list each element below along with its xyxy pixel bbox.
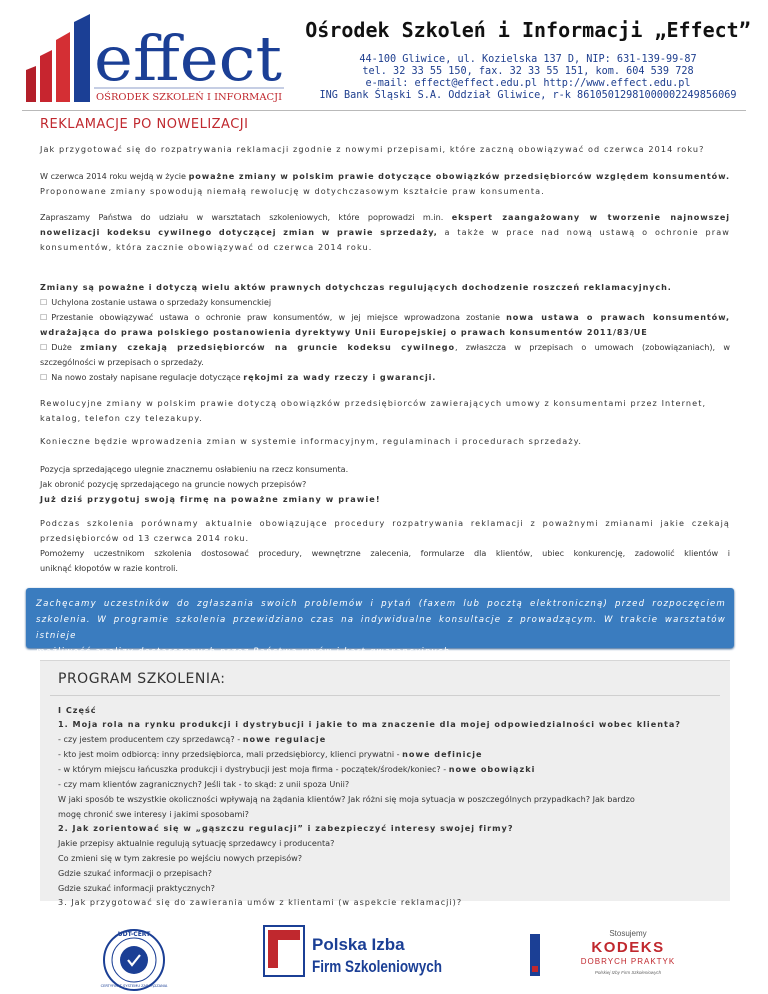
program-q1-note-1: W jaki sposób te wszystkie okoliczności wpływają na żądania klientów? Jak różni się moja sytuacja w poszczególnych przypadkach? Jak bardzo — [58, 794, 635, 804]
program-q1-item-3: - w którym miejscu łańcuszka produkcji i dystrybucji jest moja firma - początek/środek/koniec? - nowe obowiązki — [58, 764, 536, 774]
paragraph-invitation — [40, 210, 730, 255]
changes-list — [40, 295, 730, 385]
para2-line-3: konsumentów, która zacznie obowiązywać od czerwca 2014 roku. — [40, 242, 373, 252]
program-q3: 3. Jak przygotować się do zawierania umów z klientami (w aspekcie reklamacji)? — [58, 897, 463, 907]
changes-bullet-4: ☐ Na nowo zostały napisane regulacje dotyczące rękojmi za wady rzeczy i gwarancji. — [40, 372, 437, 382]
logo-bar-4 — [74, 14, 90, 102]
header-divider — [22, 110, 746, 111]
paragraph-compare: Podczas szkolenia porównamy aktualnie obowiązujące procedury rozpatrywania reklamacji z poważnymi zmianami jakie czekają przedsiębiorców od 13 czerwca 2014 roku. Pomożemy uczestnikom szkolenia dostosować procedury, wewnętrzne zalecenia, formularze dla klientów, ubiec konkurencję, zadowolić klientów i uniknąć kłopotów w razie kontroli. — [40, 518, 730, 573]
pifs-line-1: Polska Izba — [312, 935, 405, 954]
footer-logos — [0, 920, 768, 994]
header-bank: ING Bank Śląski S.A. Oddział Gliwice, r-k 86105012981000002249856069 — [319, 90, 737, 101]
changes-heading: Zmiany są poważne i dotyczą wielu aktów prawnych dotychczas regulujących dochodzenie roszczeń reklamacyjnych. — [40, 282, 672, 292]
changes-bullet-3: ☐ Duże zmiany czekają przedsiębiorców na gruncie kodeksu cywilnego, zwłaszcza w przepisach o umowach (zobowiązaniach), w — [40, 342, 730, 352]
logo-bar-3 — [56, 32, 70, 102]
effect-logo — [22, 12, 290, 104]
program-q1-item-2: - kto jest moim odbiorcą: inny przedsiębiorca, mali przedsiębiorcy, klienci prywatni - nowe definicje — [58, 749, 483, 759]
paragraph-revolution: Rewolucyjne zmiany w polskim prawie dotyczą obowiązków przedsiębiorców zawierających umowy z konsumentami przez Internet, katalog, telefon czy telezakupy. — [40, 398, 707, 423]
changes-bullet-1: ☐ Uchylona zostanie ustawa o sprzedaży konsumenckiej — [40, 297, 272, 307]
kodeks-sub: DOBRYCH PRAKTYK — [580, 957, 676, 966]
callout-text: Zachęcamy uczestników do zgłaszania swoich problemów i pytań (faxem lub pocztą elektroniczną) przed rozpoczęciem szkolenia. W programie szkolenia przewidziano czas na indywidualne konsultacje z prowadzącym. W trakcie warsztatów istnieje możliwość analizy dostarczonych przez Państwa umów i kart gwarancyjnych. — [36, 599, 726, 657]
kodeks-main: KODEKS — [591, 939, 665, 956]
para1-bold: poważne zmiany w polskim prawie dotyczące obowiązków przedsiębiorców względem konsumentów. — [188, 171, 730, 181]
para1-text-2: Proponowane zmiany spowodują niemałą rewolucję w dotychczasowym kształcie praw konsumenta. — [40, 186, 545, 196]
paragraph-changes-intro — [40, 169, 730, 199]
changes-bullet-2: ☐ Przestanie obowiązywać ustawa o ochronie praw konsumentów, w jej miejsce wprowadzona zostanie nowa ustawa o prawach konsumentów, — [40, 312, 730, 322]
paragraph-position: Pozycja sprzedającego ulegnie znacznemu osłabieniu na rzecz konsumenta. Jak obronić pozycję sprzedającego na gruncie nowych przepisów? Już dziś przygotuj swoją firmę na poważne zmiany w prawie! — [40, 464, 381, 504]
program-q2-item-3: Gdzie szukać informacji o przepisach? — [58, 868, 212, 878]
kodeks-small: Polskiej Izby Firm Szkoleniowych — [594, 970, 662, 975]
header-email-www: e-mail: effect@effect.edu.pl http://www.effect.edu.pl — [365, 78, 691, 89]
changes-bullet-3-cont: szczególności w przepisach o sprzedaży. — [40, 357, 204, 367]
changes-bullet-2-cont: wdrażająca do prawa polskiego postanowienia dyrektywy Unii Europejskiej o prawach konsumentów 2011/83/UE — [40, 327, 648, 337]
para2-line-2: nowelizacji kodeksu cywilnego dotyczącej zmian w prawie sprzedaży, a także w prace nad nową ustawą o ochronie praw — [40, 227, 730, 237]
paragraph-necessary: Konieczne będzie wprowadzenia zmian w systemie informacyjnym, regulaminach i procedurach sprzedaży. — [40, 436, 583, 446]
program-q2-item-4: Gdzie szukać informacji praktycznych? — [58, 883, 215, 893]
kodeks-logo — [528, 924, 728, 990]
organization-name: Ośrodek Szkoleń i Informacji „Effect” — [305, 18, 751, 42]
program-q2-item-1: Jakie przepisy aktualnie regulują sytuację sprzedawcy i producenta? — [58, 838, 335, 848]
program-q1: 1. Moja rola na rynku produkcji i dystrybucji i jakie to ma znaczenie dla mojej odpowiedzialności wobec klienta? — [58, 719, 681, 729]
udt-cert-label: UDT-CERT — [117, 931, 151, 938]
program-q1-item-1: - czy jestem producentem czy sprzedawcą? - nowe regulacje — [58, 734, 327, 744]
para1-text: W czerwca 2014 roku wejdą w życie — [40, 171, 189, 181]
program-q2-item-2: Co zmieni się w tym zakresie po wejściu nowych przepisów? — [58, 853, 303, 863]
logo-subtitle: OŚRODEK SZKOLEŃ I INFORMACJI — [96, 92, 276, 103]
kodeks-top: Stosujemy — [609, 929, 647, 938]
header-address: 44-100 Gliwice, ul. Kozielska 137 D, NIP: 631-139-99-87 — [359, 54, 697, 65]
pifs-logo — [264, 926, 442, 976]
udt-cert-ring-text: CERTYFIKAT SYSTEMU ZARZĄDZANIA — [100, 984, 168, 988]
pifs-line-2: Firm Szkoleniowych — [312, 957, 442, 976]
program-divider — [50, 695, 720, 696]
logo-word: effect — [94, 22, 283, 95]
program-section — [40, 660, 730, 907]
program-q1-note-2: mogę chronić swe interesy i jakimi sposobami? — [58, 809, 249, 819]
page-title: REKLAMACJE PO NOWELIZACJI — [40, 117, 249, 132]
udt-cert-seal — [101, 930, 168, 990]
program-q1-item-4: - czy mam klientów zagranicznych? Jeśli tak - to skąd: z unii spoza Unii? — [58, 779, 350, 789]
invitation-callout — [26, 588, 734, 657]
program-q2: 2. Jak zorientować się w „gąszczu regulacji” i zabezpieczyć interesy swojej firmy? — [58, 823, 514, 833]
intro-question: Jak przygotować się do rozpatrywania reklamacji zgodnie z nowymi przepisami, które zaczną obowiązywać od czerwca 2014 roku? — [40, 144, 705, 154]
program-heading: PROGRAM SZKOLENIA: — [58, 671, 226, 687]
program-part: I Część — [58, 705, 97, 715]
para2-line-1: Zapraszamy Państwa do udziału w warsztatach szkoleniowych, które poprowadzi m.in. ekspert zaangażowany w tworzenie najnowszej — [40, 212, 730, 222]
header-phone: tel. 32 33 55 150, fax. 32 33 55 151, kom. 604 539 728 — [362, 66, 694, 77]
logo-bar-2 — [40, 50, 52, 102]
logo-bar-1 — [26, 66, 36, 102]
